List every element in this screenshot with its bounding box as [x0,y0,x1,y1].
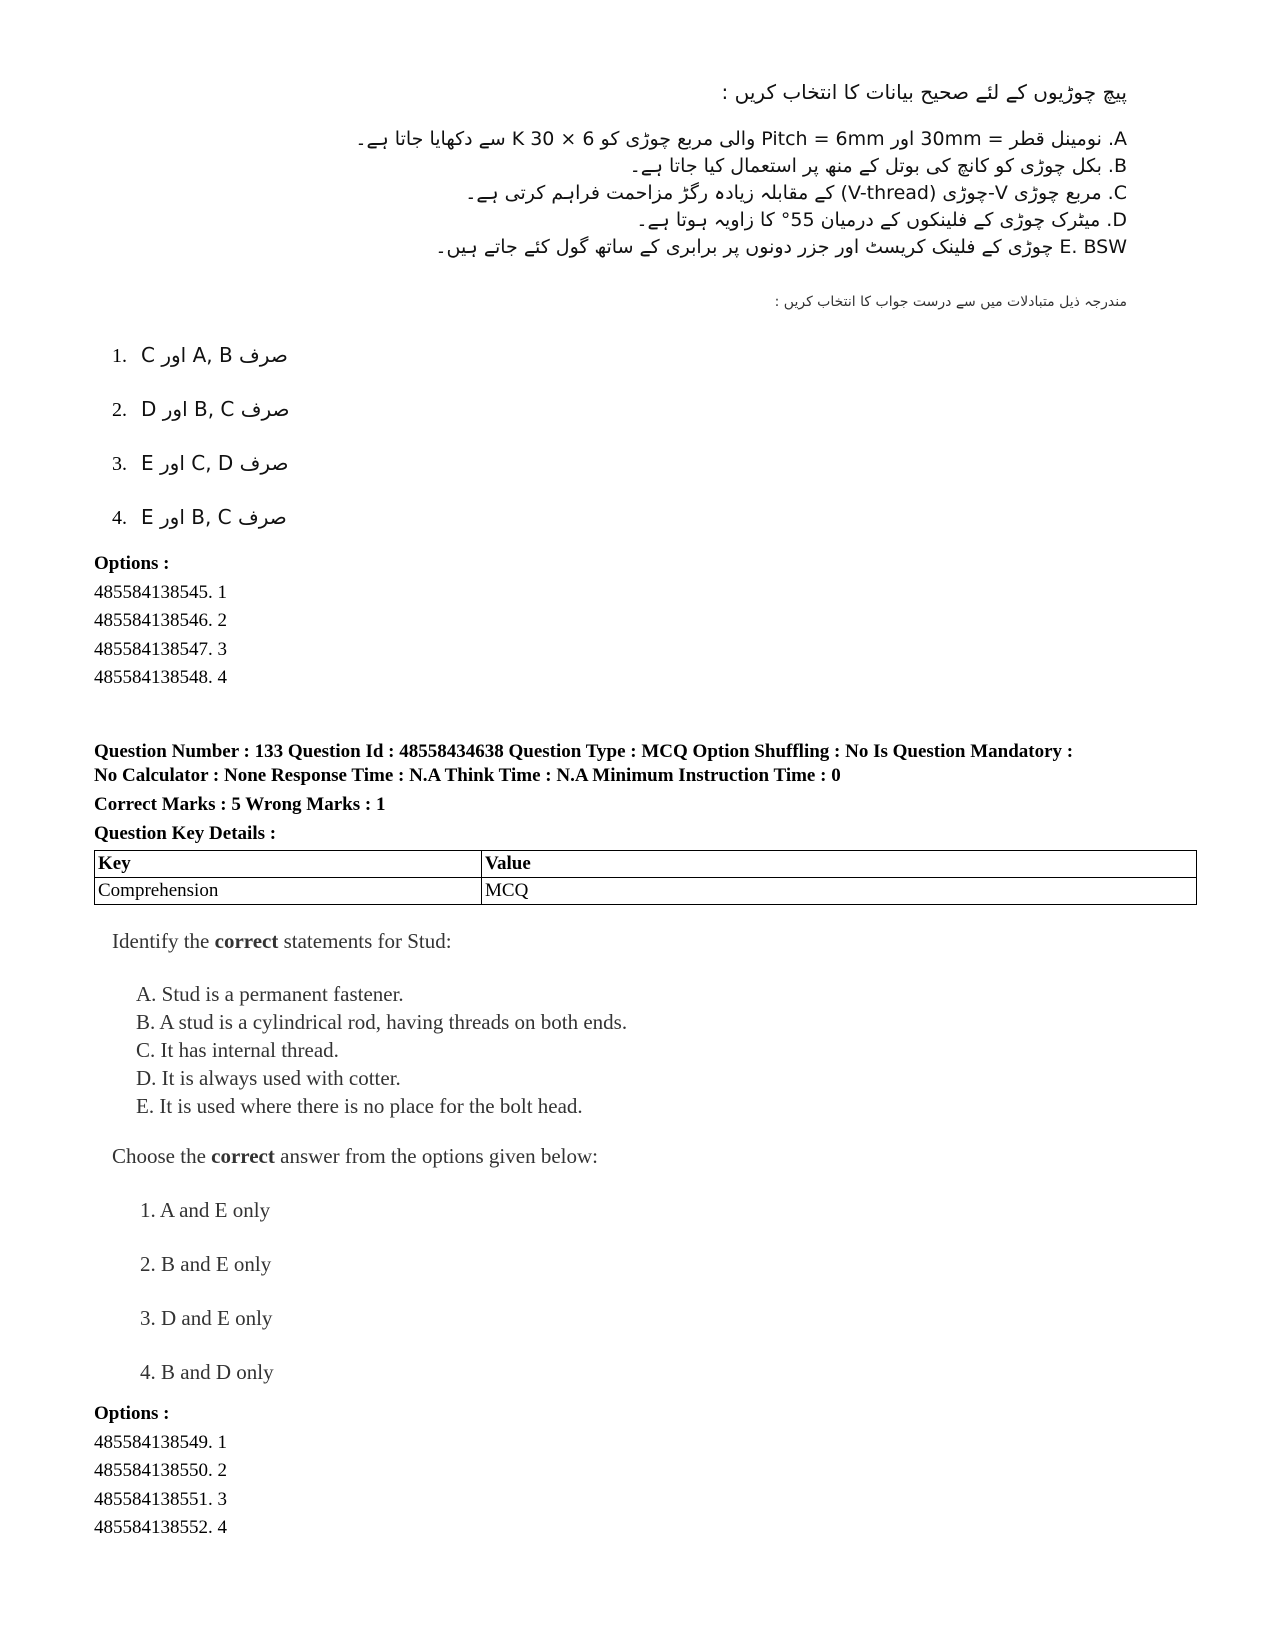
question-key-table [94,850,1197,905]
option-id-item: 485584138546. 2 [94,610,227,631]
options-label: Options : [94,553,170,574]
urdu-answer-1: 1. صرف A, B اور C [112,343,288,367]
answer-list [140,1195,274,1411]
question-text: Identify the correct statements for Stud: [112,929,452,953]
option-id-item: 485584138547. 3 [94,638,227,660]
statement-b: B. A stud is a cylindrical rod, having threads on both ends. [136,1010,628,1034]
question-meta-line-1: Question Number : 133 Question Id : 48558434638 Question Type : MCQ Option Shuffling : No Is Question Mandatory : [94,741,1074,762]
urdu-answer-list [112,338,290,554]
urdu-statement-e: E. BSW چوڑی کے فلینک کریسٹ اور جزر دونوں پر برابری کے ساتھ گول کئے جاتے ہیں۔ [435,236,1127,258]
option-id-item: 485584138548. 4 [94,667,227,688]
options-label: Options : [94,1403,170,1424]
urdu-answer-3: 3. صرف C, D اور E [112,451,289,475]
table-header-row [95,851,1197,878]
urdu-statement-c: C. مربع چوڑی V-چوڑی (V-thread) کے مقابلہ زیادہ رگڑ مزاحمت فراہم کرتی ہے۔ [465,182,1127,204]
statement-d: D. It is always used with cotter. [136,1066,401,1090]
options-block-q133 [94,1400,227,1543]
statement-a: A. Stud is a permanent fastener. [136,982,404,1006]
table-header-value: Value [482,851,1197,878]
answer-3: 3. D and E only [140,1306,273,1330]
urdu-question-title: پیچ چوڑیوں کے لئے صحیح بیانات کا انتخاب کریں : [721,80,1127,104]
question-meta-line-2: No Calculator : None Response Time : N.A Think Time : N.A Minimum Instruction Time : 0 [94,765,841,786]
urdu-statement-a: A. نومینل قطر = 30mm اور Pitch = 6mm والی مربع چوڑی کو K 30 × 6 سے دکھایا جاتا ہے۔ [355,128,1127,150]
urdu-answer-4: 4. صرف B, C اور E [112,505,287,529]
question-key-details-label: Question Key Details : [94,823,277,844]
option-id-item: 485584138551. 3 [94,1488,227,1510]
option-id-item: 485584138552. 4 [94,1517,227,1538]
option-id-item: 485584138545. 1 [94,581,227,603]
choose-instruction: Choose the correct answer from the options given below: [112,1144,598,1168]
table-cell-value: MCQ [482,878,1197,905]
urdu-choose-instruction: مندرجہ ذیل متبادلات میں سے درست جواب کا انتخاب کریں : [774,294,1127,310]
question-marks: Correct Marks : 5 Wrong Marks : 1 [94,794,386,815]
statement-e: E. It is used where there is no place for the bolt head. [136,1094,583,1118]
question-statements [136,980,627,1120]
statement-c: C. It has internal thread. [136,1038,339,1062]
answer-1: 1. A and E only [140,1198,271,1222]
urdu-answer-2: 2. صرف B, C اور D [112,397,290,421]
options-block-q132 [94,550,227,693]
urdu-statement-b: B. بکل چوڑی کو کانچ کی بوتل کے منھ پر استعمال کیا جاتا ہے۔ [629,155,1127,177]
table-row [95,878,1197,905]
emphasis-correct: correct [211,1144,275,1168]
answer-4: 4. B and D only [140,1360,274,1384]
option-id-item: 485584138550. 2 [94,1460,227,1481]
option-id-item: 485584138549. 1 [94,1431,227,1453]
urdu-statement-d: D. میٹرک چوڑی کے فلینکوں کے درمیان 55° کا زاویہ ہوتا ہے۔ [636,209,1127,231]
emphasis-correct: correct [214,929,279,953]
answer-2: 2. B and E only [140,1252,272,1276]
table-header-key: Key [95,851,482,878]
table-cell-key: Comprehension [95,878,482,905]
question-meta [94,740,1204,788]
urdu-statements [267,126,1127,261]
